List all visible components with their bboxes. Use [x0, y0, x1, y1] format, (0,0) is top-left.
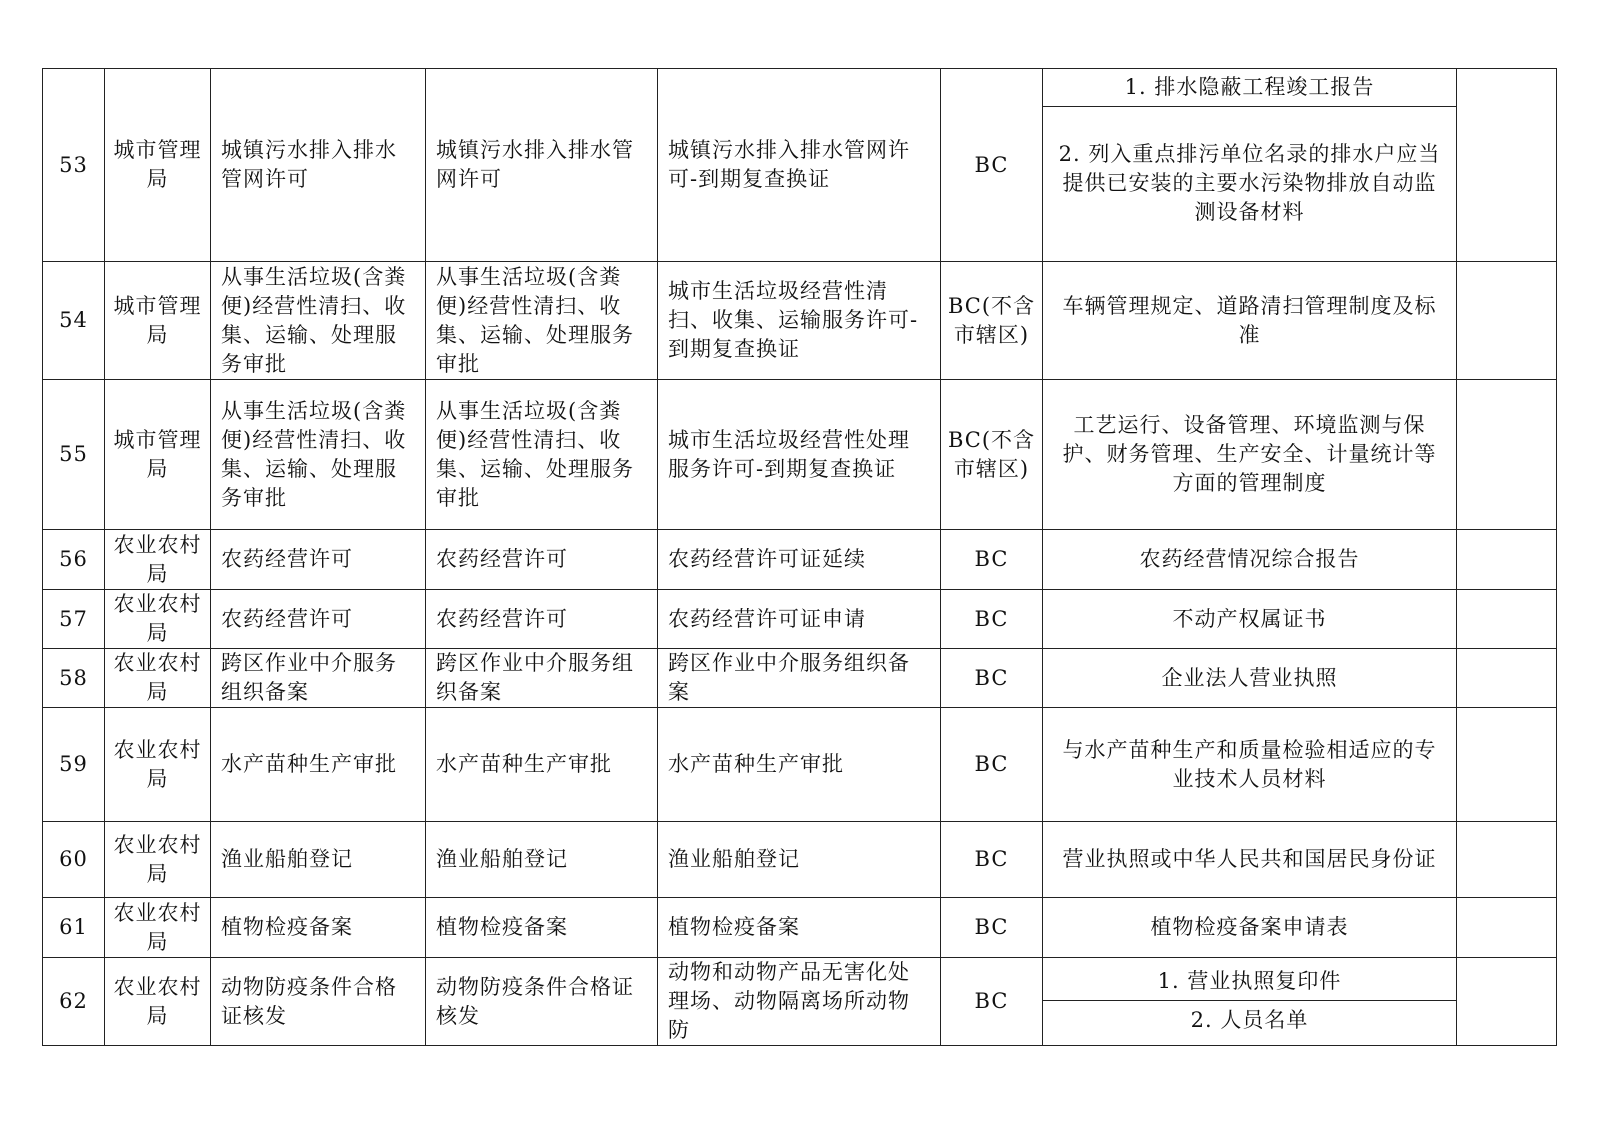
sub-item-cell: 跨区作业中介服务组织备案	[426, 649, 658, 708]
scope-cell: BC(不含市辖区)	[941, 380, 1043, 530]
materials-cell	[1043, 958, 1457, 1046]
case-cell: 城镇污水排入排水管网许可-到期复查换证	[658, 69, 941, 262]
remarks-cell	[1457, 898, 1557, 958]
item-name-cell: 跨区作业中介服务组织备案	[211, 649, 426, 708]
remarks-cell	[1457, 69, 1557, 262]
materials-cell: 植物检疫备案申请表	[1043, 898, 1457, 958]
row-number: 56	[43, 530, 105, 590]
scope-cell: BC	[941, 530, 1043, 590]
row-number: 62	[43, 958, 105, 1046]
department-cell: 城市管理局	[105, 262, 211, 380]
material-item: 2. 人员名单	[1043, 1001, 1456, 1040]
sub-item-cell: 从事生活垃圾(含粪便)经营性清扫、收集、运输、处理服务审批	[426, 262, 658, 380]
sub-item-cell: 城镇污水排入排水管网许可	[426, 69, 658, 262]
scope-cell: BC	[941, 649, 1043, 708]
row-number: 58	[43, 649, 105, 708]
remarks-cell	[1457, 380, 1557, 530]
item-name-cell: 农药经营许可	[211, 590, 426, 649]
materials-cell	[1043, 69, 1457, 262]
materials-cell: 车辆管理规定、道路清扫管理制度及标准	[1043, 262, 1457, 380]
remarks-cell	[1457, 530, 1557, 590]
scope-cell: BC(不含市辖区)	[941, 262, 1043, 380]
department-cell: 农业农村局	[105, 898, 211, 958]
table-row	[43, 649, 1557, 708]
department-cell: 农业农村局	[105, 530, 211, 590]
row-number: 60	[43, 822, 105, 898]
case-cell: 水产苗种生产审批	[658, 708, 941, 822]
table-row	[43, 590, 1557, 649]
scope-cell: BC	[941, 958, 1043, 1046]
remarks-cell	[1457, 262, 1557, 380]
sub-item-cell: 植物检疫备案	[426, 898, 658, 958]
materials-cell: 工艺运行、设备管理、环境监测与保护、财务管理、生产安全、计量统计等方面的管理制度	[1043, 380, 1457, 530]
sub-item-cell: 农药经营许可	[426, 530, 658, 590]
row-number: 53	[43, 69, 105, 262]
table-row	[43, 898, 1557, 958]
department-cell: 农业农村局	[105, 958, 211, 1046]
scope-cell: BC	[941, 590, 1043, 649]
table-row	[43, 69, 1557, 262]
remarks-cell	[1457, 590, 1557, 649]
scope-cell: BC	[941, 708, 1043, 822]
case-cell: 城市生活垃圾经营性处理服务许可-到期复查换证	[658, 380, 941, 530]
scope-cell: BC	[941, 898, 1043, 958]
row-number: 61	[43, 898, 105, 958]
table-row	[43, 380, 1557, 530]
approval-items-table	[42, 68, 1557, 1046]
case-cell: 跨区作业中介服务组织备案	[658, 649, 941, 708]
item-name-cell: 植物检疫备案	[211, 898, 426, 958]
table-row	[43, 530, 1557, 590]
materials-cell: 营业执照或中华人民共和国居民身份证	[1043, 822, 1457, 898]
remarks-cell	[1457, 822, 1557, 898]
sub-item-cell: 从事生活垃圾(含粪便)经营性清扫、收集、运输、处理服务审批	[426, 380, 658, 530]
materials-cell: 企业法人营业执照	[1043, 649, 1457, 708]
materials-cell: 与水产苗种生产和质量检验相适应的专业技术人员材料	[1043, 708, 1457, 822]
row-number: 54	[43, 262, 105, 380]
sub-item-cell: 水产苗种生产审批	[426, 708, 658, 822]
item-name-cell: 从事生活垃圾(含粪便)经营性清扫、收集、运输、处理服务审批	[211, 380, 426, 530]
case-cell: 动物和动物产品无害化处理场、动物隔离场所动物防	[658, 958, 941, 1046]
scope-cell: BC	[941, 822, 1043, 898]
remarks-cell	[1457, 708, 1557, 822]
department-cell: 城市管理局	[105, 380, 211, 530]
case-cell: 农药经营许可证申请	[658, 590, 941, 649]
item-name-cell: 水产苗种生产审批	[211, 708, 426, 822]
materials-cell: 不动产权属证书	[1043, 590, 1457, 649]
case-cell: 植物检疫备案	[658, 898, 941, 958]
row-number: 59	[43, 708, 105, 822]
table-row	[43, 822, 1557, 898]
sub-item-cell: 动物防疫条件合格证核发	[426, 958, 658, 1046]
sub-item-cell: 渔业船舶登记	[426, 822, 658, 898]
row-number: 55	[43, 380, 105, 530]
item-name-cell: 农药经营许可	[211, 530, 426, 590]
department-cell: 农业农村局	[105, 649, 211, 708]
material-item: 2. 列入重点排污单位名录的排水户应当提供已安装的主要水污染物排放自动监测设备材料	[1043, 106, 1456, 261]
materials-list	[1043, 964, 1456, 1040]
item-name-cell: 城镇污水排入排水管网许可	[211, 69, 426, 262]
row-number: 57	[43, 590, 105, 649]
materials-cell: 农药经营情况综合报告	[1043, 530, 1457, 590]
remarks-cell	[1457, 958, 1557, 1046]
scope-cell: BC	[941, 69, 1043, 262]
table-row	[43, 708, 1557, 822]
material-item: 1. 排水隐蔽工程竣工报告	[1124, 74, 1375, 99]
item-name-cell: 动物防疫条件合格证核发	[211, 958, 426, 1046]
table-row	[43, 262, 1557, 380]
material-item: 1. 营业执照复印件	[1157, 969, 1342, 994]
case-cell: 城市生活垃圾经营性清扫、收集、运输服务许可-到期复查换证	[658, 262, 941, 380]
materials-list	[1043, 69, 1456, 261]
table-body	[43, 69, 1557, 1046]
item-name-cell: 从事生活垃圾(含粪便)经营性清扫、收集、运输、处理服务审批	[211, 262, 426, 380]
department-cell: 农业农村局	[105, 708, 211, 822]
sub-item-cell: 农药经营许可	[426, 590, 658, 649]
department-cell: 农业农村局	[105, 822, 211, 898]
case-cell: 农药经营许可证延续	[658, 530, 941, 590]
table-row	[43, 958, 1557, 1046]
department-cell: 农业农村局	[105, 590, 211, 649]
item-name-cell: 渔业船舶登记	[211, 822, 426, 898]
case-cell: 渔业船舶登记	[658, 822, 941, 898]
remarks-cell	[1457, 649, 1557, 708]
department-cell: 城市管理局	[105, 69, 211, 262]
